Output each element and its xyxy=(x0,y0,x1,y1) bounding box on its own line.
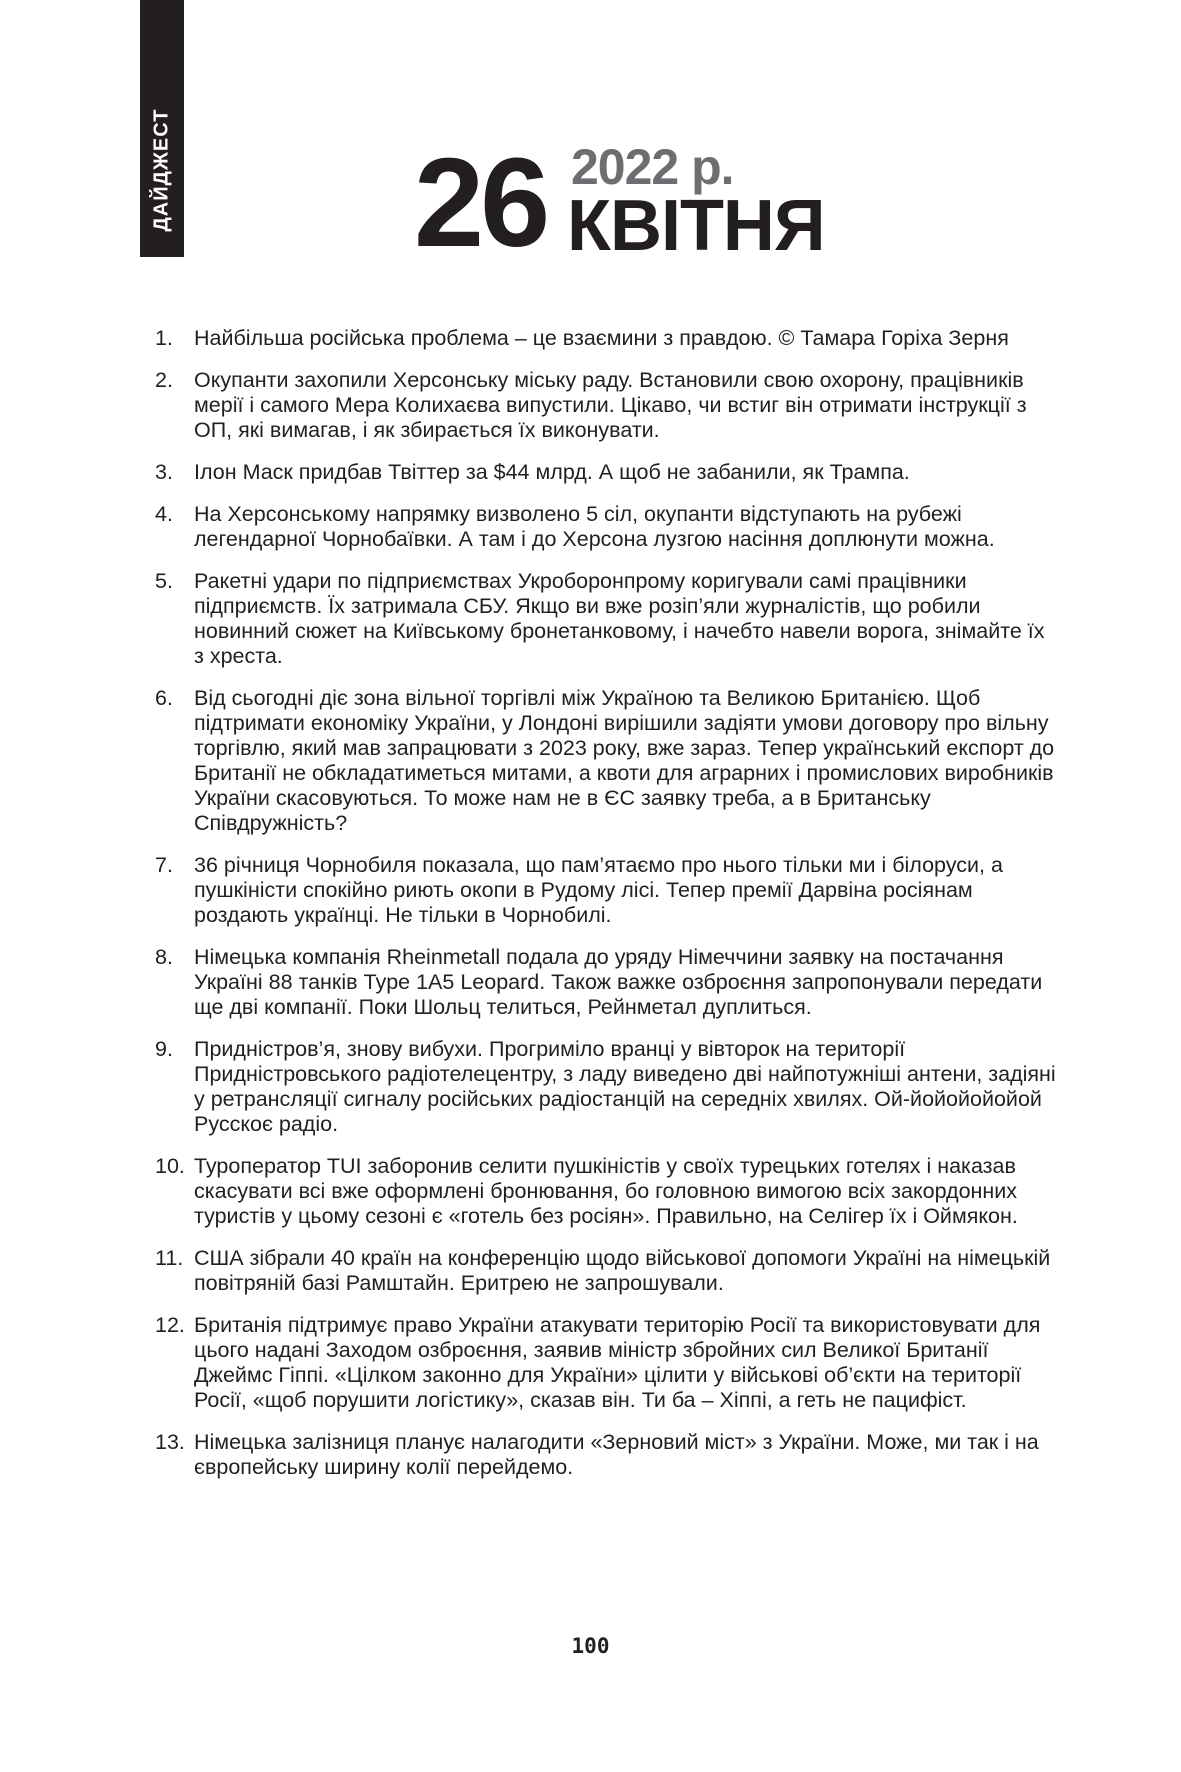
list-item xyxy=(155,326,1060,351)
item-number: 10. xyxy=(155,1154,185,1178)
list-item xyxy=(155,1037,1060,1137)
day-number: 26 xyxy=(414,132,547,273)
list-item xyxy=(155,686,1060,836)
list-item xyxy=(155,502,1060,552)
item-text: Окупанти захопили Херсонську міську раду. Встановили свою охорону, працівників мерії і самого Мера Колихаєва випустили. Цікаво, чи встиг він отримати інструкції з ОП, які вимагав, і як збирається їх виконувати. xyxy=(194,368,1027,442)
item-number: 2. xyxy=(155,368,173,392)
list-item xyxy=(155,460,1060,485)
item-number: 7. xyxy=(155,853,173,877)
section-tab-label: ДАЙДЖЕСТ xyxy=(150,108,173,232)
list-item xyxy=(155,1154,1060,1229)
year-label: 2022 р. xyxy=(571,139,734,195)
page-number: 100 xyxy=(571,1634,610,1658)
item-number: 11. xyxy=(155,1246,184,1270)
month-label: КВІТНЯ xyxy=(567,186,825,266)
list-item xyxy=(155,1430,1060,1480)
digest-list xyxy=(155,326,1060,1497)
item-number: 4. xyxy=(155,502,173,526)
item-number: 3. xyxy=(155,460,173,484)
list-item xyxy=(155,945,1060,1020)
item-number: 9. xyxy=(155,1037,173,1061)
item-text: Ракетні удари по підприємствах Укроборонпрому коригували самі працівники підприємств. Їх затримала СБУ. Якщо ви вже розіп’яли журналістів, що робили новинний сюжет на Київському бронетанковому, і начебто навели ворога, знімайте їх з хреста. xyxy=(194,569,1045,668)
list-item xyxy=(155,853,1060,928)
item-text: Придністров’я, знову вибухи. Прогриміло вранці у вівторок на території Придністровського радіотелецентру, з ладу виведено дві найпотужніші антени, задіяні у ретрансляції сигналу російських радіостанцій на середніх хвилях. Ой-йойойойойой Русскоє радіо. xyxy=(194,1037,1056,1136)
list-item xyxy=(155,569,1060,669)
item-number: 12. xyxy=(155,1313,185,1337)
item-text: Туроператор TUI заборонив селити пушкіністів у своїх турецьких готелях і наказав скасувати всі вже оформлені бронювання, бо головною вимогою всіх закордонних туристів у цьому сезоні є «готель без росіян». Правильно, на Селігер їх і Оймякон. xyxy=(194,1154,1018,1228)
item-text: Німецька компанія Rheinmetall подала до уряду Німеччини заявку на постачання Україні 88 танків Type 1A5 Leopard. Також важке озброєння запропонували передати ще дві компанії. Поки Шольц телиться, Рейнметал дуплиться. xyxy=(194,945,1043,1019)
item-text: Найбільша російська проблема – це взаємини з правдою. © Тамара Горіха Зерня xyxy=(194,326,1009,350)
list-item xyxy=(155,1313,1060,1413)
item-number: 13. xyxy=(155,1430,185,1454)
item-text: На Херсонському напрямку визволено 5 сіл, окупанти відступають на рубежі легендарної Чорнобаївки. А там і до Херсона лузгою насіння доплюнути можна. xyxy=(194,502,995,551)
item-number: 6. xyxy=(155,686,173,710)
item-number: 5. xyxy=(155,569,173,593)
item-text: Британія підтримує право України атакувати територію Росії та використовувати для цього надані Заходом озброєння, заявив міністр збройних сил Великої Британії Джеймс Гіппі. «Цілком законно для України» цілити у військові об’єкти на території Росії, «щоб порушити логістику», сказав він. Ти ба – Хіппі, а геть не пацифіст. xyxy=(194,1313,1041,1412)
list-item xyxy=(155,368,1060,443)
item-number: 8. xyxy=(155,945,173,969)
item-text: Від сьогодні діє зона вільної торгівлі між Україною та Великою Британією. Щоб підтримати економіку України, у Лондоні вирішили задіяти умови договору про вільну торгівлю, який мав запрацювати з 2023 року, вже зараз. Тепер український експорт до Британії не обкладатиметься митами, а квоти для аграрних і промислових виробників України скасовуються. То може нам не в ЄС заявку треба, а в Британську Співдружність? xyxy=(194,686,1055,835)
item-number: 1. xyxy=(155,326,173,350)
list-item xyxy=(155,1246,1060,1296)
item-text: Німецька залізниця планує налагодити «Зерновий міст» з України. Може, ми так і на європейську ширину колії перейдемо. xyxy=(194,1430,1039,1479)
item-text: США зібрали 40 країн на конференцію щодо військової допомоги Україні на німецькій повітряній базі Рамштайн. Еритрею не запрошували. xyxy=(194,1246,1051,1295)
item-text: Ілон Маск придбав Твіттер за $44 млрд. А щоб не забанили, як Трампа. xyxy=(194,460,910,484)
date-header xyxy=(0,132,1181,280)
item-text: 36 річниця Чорнобиля показала, що пам’ятаємо про нього тільки ми і білоруси, а пушкіністи спокійно риють окопи в Рудому лісі. Тепер премії Дарвіна росіянам роздають українці. Не тільки в Чорнобилі. xyxy=(194,853,1003,927)
